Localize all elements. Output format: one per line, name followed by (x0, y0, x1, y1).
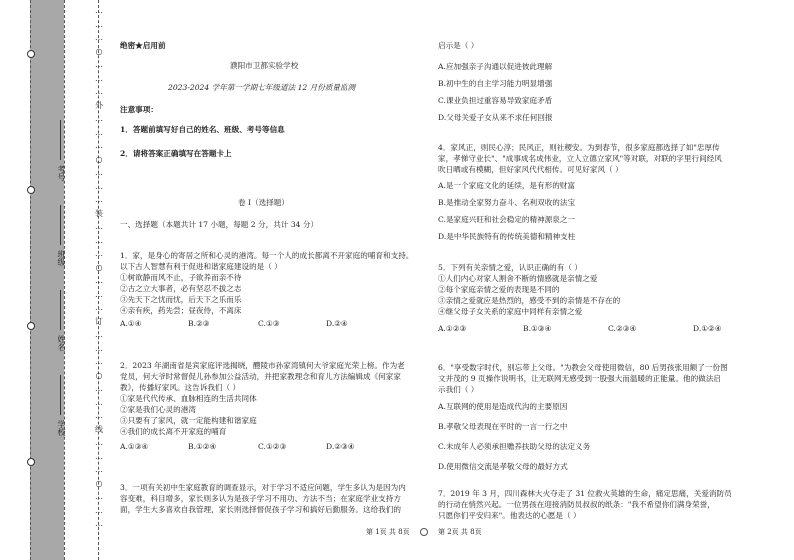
question-text: 容变难，科目增多，家长则多认为是孩子学习不用功、方法不当；在家庭学业支持方 (120, 494, 401, 503)
binding-mark: 外 (95, 100, 103, 110)
option-d: D.是中华民族特有的传统美德和精神支柱 (438, 232, 576, 241)
question-text: 4．家风正，则民心淳；民风正，则社稷安。为到春节，很多家庭都选择了如"忠厚传 (438, 143, 720, 152)
question-text: 的行动在悄然兴起。一位男孩在迎接消防员叔叔的纸条："我不希望你们满身荣誉， (438, 500, 715, 509)
binding-mark: … (95, 303, 103, 312)
option-a: A.①②③ (438, 324, 467, 333)
binding-mark: … (95, 289, 103, 299)
option-a: A.①③④ (120, 442, 149, 451)
question-text: 只愿你们平安归来"。他表达的心愿是（ ） (438, 511, 581, 520)
notice-item: 1．答题前填写好自己的姓名、班级、考号等信息 (120, 125, 285, 134)
question-text: 文并茂的 9 页操作说明书，让无联网无感受到一股强大而温暖的正能量。他的做法启 (438, 374, 722, 383)
statement: ①树欲静而风不止，子欲养而亲不待 (120, 273, 242, 282)
binding-mark: … (95, 235, 103, 245)
statement: ②家是我们心灵的港湾 (120, 405, 196, 414)
binding-mark: … (95, 343, 103, 353)
school-field-label: 学校 (57, 420, 66, 436)
question-text: 以下古人智慧有利于促进和谐家庭建设的是（ ） (120, 262, 282, 271)
binding-hole (27, 458, 35, 466)
option-c: C.课业负担过重容易导致家庭矛盾 (438, 96, 553, 105)
option-d: D.使用微信交流是孝敬父母的最好方式 (438, 462, 568, 471)
question-1 (120, 250, 413, 332)
option-a: A.互联网的使用是造成代沟的主要原因 (438, 402, 568, 411)
option-d: D.②③④ (326, 442, 355, 451)
question-text: 7．2019 年 3 月，四川森林大火夺走了 31 位救火英雄的生命，痛定思痛，关爱消防员 (438, 489, 732, 498)
binding-mark: … (95, 114, 103, 123)
question-text: 2．2023 年湖南省是宾家庭评选揭晓，醴陵市孙家湾镇何大爷家庭光荣上榜。作为老 (120, 361, 405, 370)
question-text: 3．一项有关初中生家庭教育的调查显示，对于学习不适应问题，学生多认为是因为内 (120, 483, 406, 492)
binding-mark: … (95, 127, 103, 137)
page-number-right: 第 2页 共 8页 (438, 528, 482, 536)
statement: ③先天下之忧而忧，后天下之乐而乐 (120, 295, 242, 304)
binding-line-marks (94, 4, 104, 556)
binding-mark: ○ (95, 46, 103, 56)
question-text: 1．家，是身心的寄居之所和心灵的港湾。每一个人的成长都离不开家庭的哺育和支持。 (120, 251, 414, 260)
binding-mark: … (95, 60, 103, 69)
question-3-options (438, 58, 553, 126)
binding-mark: … (95, 411, 103, 420)
option-d: D.①②④ (693, 324, 722, 333)
option-c: C.①③ (258, 319, 280, 328)
option-b: B.孝敬父母表现在平时的一言一行之中 (438, 422, 568, 431)
section-title: 卷 I（选择题） (238, 198, 289, 207)
question-text: 6．"享受数字时代，别忘带上父母。"为教会父母使用微信，80 后男孩张用额了一份图 (438, 363, 728, 372)
name-field-label: 姓名 (57, 335, 66, 351)
question-text: 家，孝悌守业长"、"成事成名成伟业，立人立德立家风"等对联，对联的字里行间经风 (438, 154, 722, 163)
class-field-label: 班级 (57, 250, 66, 266)
page-separator-icon (420, 528, 428, 536)
binding-mark: ○ (95, 154, 103, 164)
binding-mark: … (95, 168, 103, 177)
binding-mark: … (95, 249, 103, 258)
option-b: B.①②④ (188, 442, 217, 451)
statement: ④亲有疾，药先尝；昼夜侍，不离床 (120, 306, 242, 315)
binding-mark: 线 (95, 424, 103, 434)
binding-mark: … (95, 451, 103, 461)
statement: ②每个家庭亲情之爱的表现是不同的 (438, 285, 560, 294)
binding-mark: … (95, 6, 103, 15)
binding-mark: … (95, 181, 103, 191)
question-5 (438, 262, 722, 337)
option-a: A.是一个家庭文化的延续，是有形的财富 (438, 181, 575, 190)
binding-mark: … (95, 397, 103, 407)
option-a: A.①④ (120, 319, 142, 328)
binding-dashed-line-outer (30, 0, 31, 560)
binding-mark: … (95, 492, 103, 501)
exam-title: 2023-2024 学年第一学期七年级道法 12 月份质量监测 (168, 83, 356, 92)
option-c: C.②③④ (608, 324, 637, 333)
statement: ②古之立大事者，必有坚忍不拔之志 (120, 284, 242, 293)
statement: ④我们的成长离不开家庭的哺育 (120, 427, 227, 436)
option-d: D.②④ (326, 319, 348, 328)
binding-mark: … (95, 195, 103, 204)
option-a: A.应加强亲子沟通以促进彼此理解 (438, 62, 553, 71)
school-name: 濮阳市卫都实验学校 (230, 61, 299, 70)
binding-mark: ○ (95, 370, 103, 380)
question-text: 示我们（ ） (438, 385, 479, 394)
question-3 (120, 482, 406, 515)
binding-mark: ○ (95, 262, 103, 272)
class-field-line (60, 205, 61, 245)
option-b: B.②③ (188, 319, 210, 328)
statement: ①人们内心对家人割舍不断的情感就是亲情之爱 (438, 274, 598, 283)
school-field-line (60, 375, 61, 415)
question-text: 面，学生大多喜欢自我管理，家长则选择督促孩子学习和搞好后勤服务。这给我们的 (120, 505, 401, 514)
binding-mark: … (95, 87, 103, 96)
page-number-left: 第 1页 共 8页 (366, 528, 410, 536)
question-4 (438, 142, 722, 245)
statement: ③亲情之爱就应是热烈的，感受不到的亲情是不存在的 (438, 296, 621, 305)
binding-mark: 订 (95, 316, 103, 326)
question-text: 吹日晒或有模糊，但好家风代代相传。可见好家风（ ） (438, 165, 623, 174)
exam-number-field-label: 考号 (57, 165, 66, 181)
binding-dashed-line-mid (64, 0, 65, 560)
notice-title: 注意事项： (120, 105, 158, 114)
statement: ④继父母子女关系的家庭中同样有亲情之爱 (438, 307, 583, 316)
option-b: B.初中生的自主学习能力明显增强 (438, 79, 553, 88)
option-d: D.父母关爱子女从来不求任何回报 (438, 113, 553, 122)
binding-mark: 装 (95, 208, 103, 218)
binding-mark: … (95, 19, 103, 29)
option-b: B.①③④ (523, 324, 552, 333)
question-text: 教》，传播好家风。这告诉我们（ ） (120, 383, 241, 392)
question-7 (438, 488, 732, 521)
statement: ①家是代代传承、血脉相连的生活共同体 (120, 394, 257, 403)
question-6 (438, 362, 728, 477)
binding-mark: … (95, 141, 103, 150)
exam-number-field-line (60, 120, 61, 160)
binding-hole (27, 50, 35, 58)
binding-strip (30, 0, 64, 560)
confidential-mark: 绝密★启用前 (120, 41, 166, 50)
question-2 (120, 360, 405, 455)
binding-hole (27, 186, 35, 194)
binding-mark: … (95, 222, 103, 231)
notice-item: 2．请将答案正确填写在答题卡上 (120, 149, 232, 158)
binding-mark: … (95, 33, 103, 42)
binding-mark: … (95, 505, 103, 515)
question-text: 党员，何大爷时常督促儿孙参加公益活动，并把家教理念和育儿方法编辑成《何家家 (120, 372, 401, 381)
binding-mark: … (95, 276, 103, 285)
binding-mark: … (95, 519, 103, 528)
binding-mark: … (95, 73, 103, 83)
binding-mark: … (95, 384, 103, 393)
statement: ③只要有了家风，就一定能构建和谐家庭 (120, 416, 257, 425)
binding-mark: ○ (95, 478, 103, 488)
section-intro: 一、选择题（本题共计 17 小题，每题 2 分，共计 34 分） (120, 220, 319, 229)
binding-margin (0, 0, 30, 560)
name-field-line (60, 290, 61, 330)
question-text: 5．下列有关亲情之爱，认识正确的有（ ） (438, 263, 582, 272)
option-c: C.①②③ (258, 442, 287, 451)
question-text: 启示是（ ） (438, 41, 479, 50)
option-b: B.是推动全家努力奋斗、名利双收的法宝 (438, 198, 576, 207)
option-c: C.是家庭兴旺和社会稳定的精神源泉之一 (438, 215, 576, 224)
binding-mark: … (95, 357, 103, 366)
binding-mark: … (95, 438, 103, 447)
option-c: C.未成年人必须承担赡养扶助父母的法定义务 (438, 442, 591, 451)
binding-hole (27, 322, 35, 330)
binding-mark: … (95, 330, 103, 339)
binding-mark: … (95, 465, 103, 474)
